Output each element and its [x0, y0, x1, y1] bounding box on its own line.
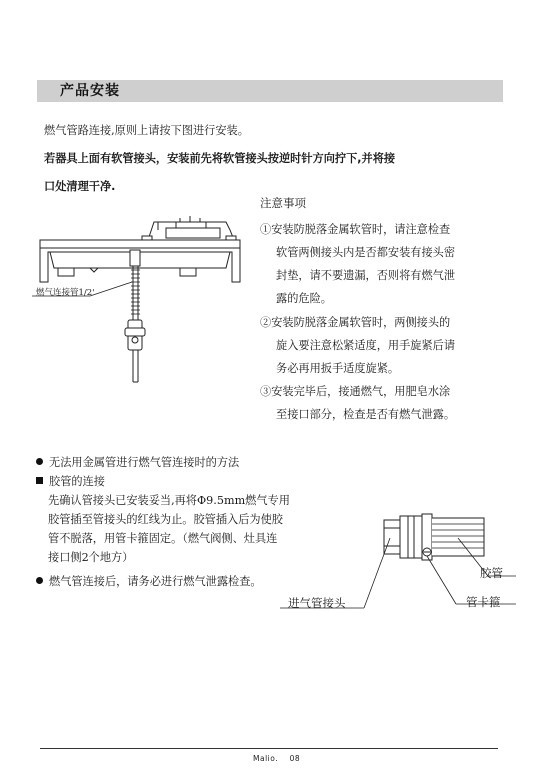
bullet-hose-connection — [36, 474, 105, 490]
intro-line-3: 口处清理干净. — [44, 180, 116, 193]
bullet-dot-icon — [36, 577, 43, 584]
note-line: ②安装防脱落金属软管时，两侧接头的 — [260, 316, 451, 329]
note-line: 旋入要注意松紧适度，用手旋紧后请 — [276, 339, 456, 352]
hose-body-line: 胶管插至管接头的红线为止。胶管插入后为使胶 — [48, 513, 283, 526]
clamp-label: 管卡箍 — [466, 595, 501, 609]
hose-body-line: 接口侧2个地方） — [48, 551, 134, 564]
notes-title: 注意事项 — [260, 196, 306, 210]
intro-line-2: 若器具上面有软管接头，安装前先将软管接头按逆时针方向拧下,并将接 — [44, 152, 396, 165]
bullet-leak-check — [36, 574, 262, 590]
note-line: ①安装防脱落金属软管时，请注意检查 — [260, 223, 451, 236]
hose-body-line: 先确认管接头已安装妥当,再将Φ9.5mm燃气专用 — [48, 494, 290, 507]
note-line: ③安装完毕后，接通燃气，用肥皂水涂 — [260, 385, 451, 398]
bullet-text: 燃气管连接后，请务必进行燃气泄露检查。 — [49, 575, 262, 588]
bullet-text: 无法用金属管进行燃气管连接时的方法 — [49, 456, 240, 469]
note-line: 至接口部分，检查是否有燃气泄露。 — [276, 408, 456, 421]
note-line: 露的危险。 — [276, 292, 332, 305]
hose-label: 胶管 — [480, 566, 503, 580]
footer-rule — [40, 748, 498, 749]
note-line: 软管两侧接头内是否都安装有接头密 — [276, 246, 456, 259]
note-line: 务必再用扳手适度旋紧。 — [276, 362, 400, 375]
bullet-square-icon — [36, 477, 43, 484]
section-title: 产品安装 — [60, 83, 120, 99]
note-line: 封垫，请不要遗漏，否则将有燃气泄 — [276, 269, 456, 282]
cooktop-connection-diagram — [30, 210, 250, 390]
intro-line-1: 燃气管路连接,原则上请按下图进行安装。 — [44, 124, 249, 137]
inlet-joint-label: 进气管接头 — [288, 596, 346, 610]
footer-page-number: Malio. 08 — [253, 754, 301, 763]
bullet-text: 胶管的连接 — [49, 475, 105, 488]
hose-body-line: 管不脱落，用管卡箍固定。（燃气阀侧、灶具连 — [48, 532, 278, 545]
connection-pipe-label: 燃气连接管1/2' — [36, 288, 95, 298]
bullet-no-metal-pipe — [36, 455, 239, 471]
bullet-dot-icon — [36, 458, 43, 465]
